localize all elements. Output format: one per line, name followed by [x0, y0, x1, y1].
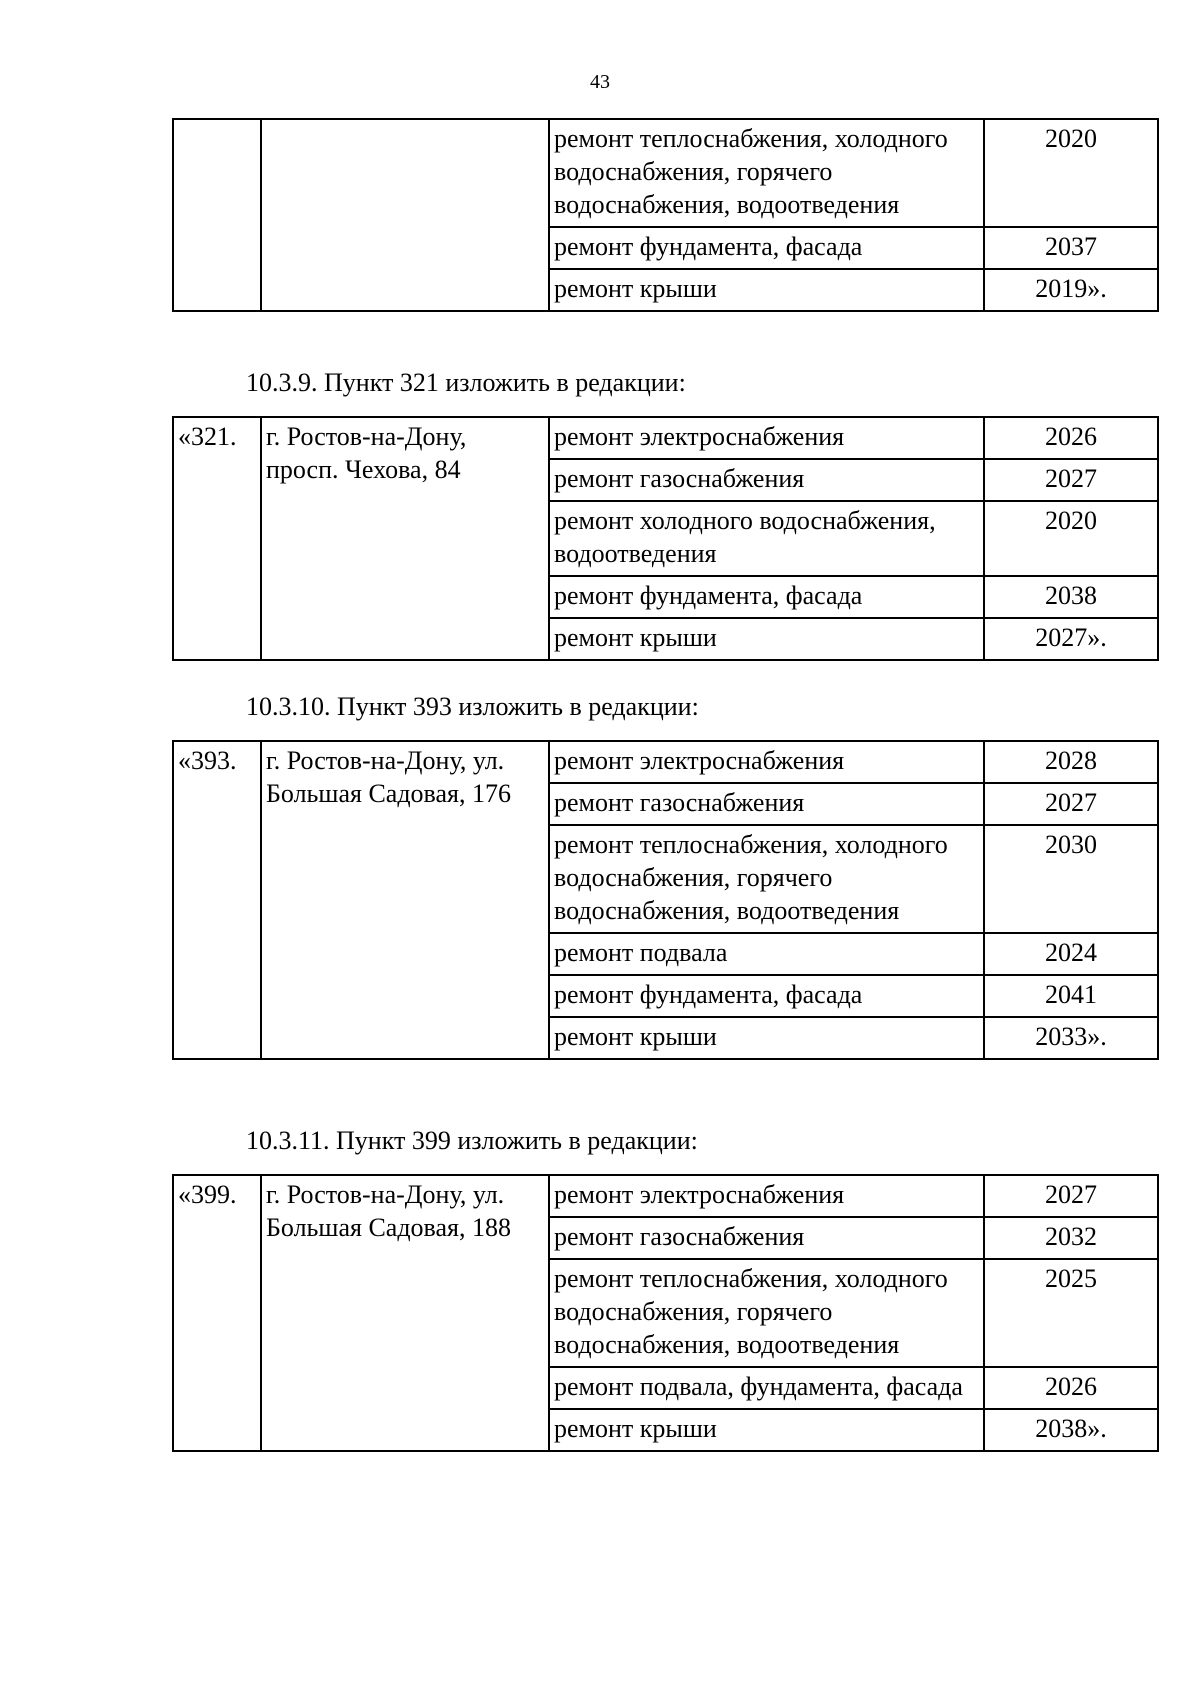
year-cell	[984, 459, 1158, 501]
work-type-cell: ремонт подвала	[549, 933, 984, 975]
table-row	[173, 1175, 1158, 1217]
work-type-cell: ремонт газоснабжения	[549, 459, 984, 501]
item-number-cell: «393.	[173, 741, 261, 1059]
works-table-item-321	[172, 416, 1159, 661]
year-cell	[984, 783, 1158, 825]
year-cell	[984, 825, 1158, 933]
work-type-cell: ремонт газоснабжения	[549, 783, 984, 825]
year-value: 2027	[1045, 788, 1097, 818]
work-type-cell: ремонт газоснабжения	[549, 1217, 984, 1259]
work-type-cell: ремонт крыши	[549, 1017, 984, 1059]
table-row	[173, 741, 1158, 783]
works-table-item-393	[172, 740, 1159, 1060]
year-cell	[984, 975, 1158, 1017]
year-cell	[984, 501, 1158, 576]
work-type-cell: ремонт электроснабжения	[549, 1175, 984, 1217]
work-type-cell: ремонт теплоснабжения, холодного водоснабжения, горячего водоснабжения, водоотведения	[549, 119, 984, 227]
year-cell	[984, 119, 1158, 227]
work-type-cell: ремонт подвала, фундамента, фасада	[549, 1367, 984, 1409]
year-cell	[984, 1217, 1158, 1259]
paragraph-item-10-3-11: 10.3.11. Пункт 399 изложить в редакции:	[246, 1126, 698, 1155]
year-value: 2033».	[1035, 1022, 1107, 1052]
address-cell	[261, 119, 549, 311]
year-cell	[984, 1367, 1158, 1409]
address-cell: г. Ростов-на-Дону, ул. Большая Садовая, 176	[261, 741, 549, 1059]
works-table-continued	[172, 118, 1159, 312]
year-value: 2020	[1045, 124, 1097, 153]
work-type-cell: ремонт крыши	[549, 618, 984, 660]
address-cell: г. Ростов-на-Дону, просп. Чехова, 84	[261, 417, 549, 660]
table-row	[173, 417, 1158, 459]
item-number-cell	[173, 119, 261, 311]
year-cell	[984, 576, 1158, 618]
item-number-cell: «321.	[173, 417, 261, 660]
year-cell	[984, 618, 1158, 660]
year-value: 2019».	[1035, 274, 1107, 304]
paragraph-item-10-3-9: 10.3.9. Пункт 321 изложить в редакции:	[246, 368, 686, 397]
year-cell	[984, 227, 1158, 269]
year-value: 2027	[1045, 1180, 1097, 1209]
year-value: 2020	[1045, 506, 1097, 536]
work-type-cell: ремонт фундамента, фасада	[549, 576, 984, 618]
year-cell	[984, 1259, 1158, 1367]
year-value: 2028	[1045, 746, 1097, 775]
year-value: 2041	[1045, 980, 1097, 1010]
year-cell	[984, 933, 1158, 975]
work-type-cell: ремонт крыши	[549, 269, 984, 311]
year-value: 2037	[1045, 232, 1097, 262]
work-type-cell: ремонт фундамента, фасада	[549, 227, 984, 269]
year-cell	[984, 1175, 1158, 1217]
year-value: 2038	[1045, 581, 1097, 611]
year-value: 2027».	[1035, 623, 1107, 653]
works-table-item-399	[172, 1174, 1159, 1452]
paragraph-item-10-3-10: 10.3.10. Пункт 393 изложить в редакции:	[246, 692, 699, 721]
work-type-cell: ремонт холодного водоснабжения, водоотведения	[549, 501, 984, 576]
year-value: 2027	[1045, 464, 1097, 494]
year-cell	[984, 741, 1158, 783]
year-value: 2030	[1045, 830, 1097, 860]
item-number-cell: «399.	[173, 1175, 261, 1451]
year-value: 2038».	[1035, 1414, 1107, 1444]
work-type-cell: ремонт электроснабжения	[549, 417, 984, 459]
year-cell	[984, 1409, 1158, 1451]
year-value: 2032	[1045, 1222, 1097, 1252]
year-cell	[984, 269, 1158, 311]
year-value: 2025	[1045, 1264, 1097, 1294]
work-type-cell: ремонт электроснабжения	[549, 741, 984, 783]
address-cell: г. Ростов-на-Дону, ул. Большая Садовая, 188	[261, 1175, 549, 1451]
year-value: 2024	[1045, 938, 1097, 968]
year-value: 2026	[1045, 1372, 1097, 1402]
table-row	[173, 119, 1158, 227]
work-type-cell: ремонт теплоснабжения, холодного водоснабжения, горячего водоснабжения, водоотведения	[549, 1259, 984, 1367]
work-type-cell: ремонт фундамента, фасада	[549, 975, 984, 1017]
year-cell	[984, 1017, 1158, 1059]
work-type-cell: ремонт теплоснабжения, холодного водоснабжения, горячего водоснабжения, водоотведения	[549, 825, 984, 933]
page-number: 43	[590, 71, 610, 93]
year-cell	[984, 417, 1158, 459]
year-value: 2026	[1045, 422, 1097, 451]
work-type-cell: ремонт крыши	[549, 1409, 984, 1451]
